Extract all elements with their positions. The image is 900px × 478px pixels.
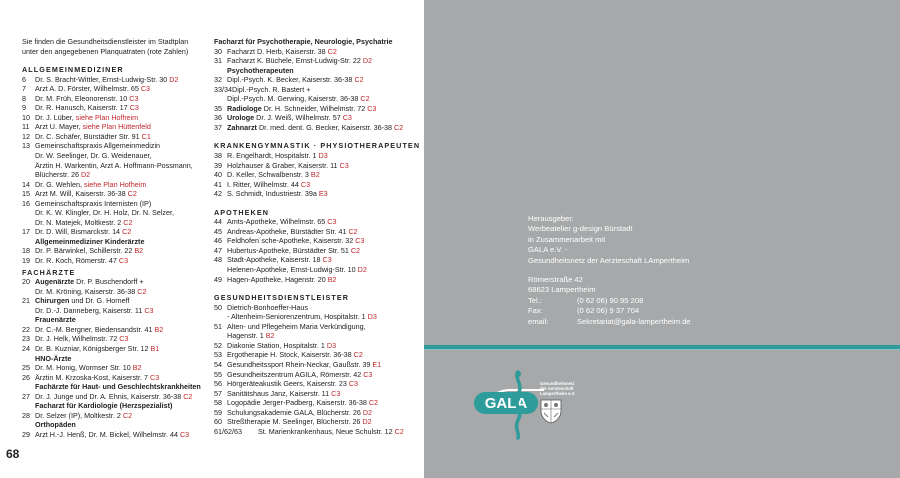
entry-number: 53 <box>214 350 222 360</box>
map-grid-ref: D3 <box>326 340 337 350</box>
publisher-line: GALA e.V. - <box>528 245 568 255</box>
map-grid-ref: siehe Plan Hofheim <box>75 112 139 122</box>
entry-text: S. Schmidt, Industriestr. 39a <box>227 189 317 199</box>
entry-text: Dr. K. W. Klingler, Dr. H. Holz, Dr. N. Selzer, <box>35 208 174 218</box>
entry-text: Hubertus-Apotheke, Bürstädter Str. 51 <box>227 245 349 255</box>
directory-entry <box>214 389 420 399</box>
directory-entry <box>214 303 420 313</box>
entry-text: Amts-Apotheke, Wilhelmstr. 65 <box>227 217 326 227</box>
entry-number: 29 <box>22 429 30 439</box>
directory-entry <box>214 56 420 66</box>
publisher-block <box>528 214 691 266</box>
entry-text: Blücherstr. 26 <box>35 170 79 180</box>
directory-entry <box>214 47 420 57</box>
directory-entry <box>214 417 420 427</box>
map-grid-ref: C3 <box>331 388 341 398</box>
map-grid-ref: C2 <box>137 286 147 296</box>
map-grid-ref: C2 <box>348 226 358 236</box>
directory-entry <box>214 180 420 190</box>
entry-number: 6 <box>22 74 26 84</box>
entry-number: 27 <box>22 391 30 401</box>
entry-text: Dr. J. Helk, Wilhelmstr. 72 <box>35 334 118 344</box>
entry-number: 19 <box>22 256 30 266</box>
directory-entry <box>22 256 212 266</box>
entry-number: 50 <box>214 302 222 312</box>
map-grid-ref: C3 <box>355 236 365 246</box>
entry-continuation <box>22 218 212 228</box>
entry-number: 23 <box>22 334 30 344</box>
directory-entry <box>22 277 212 287</box>
section-heading: FACHÄRZTE <box>22 267 76 277</box>
entry-number: 10 <box>22 112 30 122</box>
map-grid-ref: C3 <box>348 379 359 389</box>
map-grid-ref: C3 <box>129 103 139 113</box>
map-grid-ref: C2 <box>393 122 404 132</box>
entry-category: Zahnarzt <box>227 122 257 132</box>
entry-text: Dr. N. Matejek, Moltkestr. 2 <box>35 217 122 227</box>
entry-number: 12 <box>22 131 30 141</box>
entry-text: Arzt H.-J. Henß, Dr. M. Bickel, Wilhelmstr. 44 <box>35 429 178 439</box>
map-grid-ref: C3 <box>150 372 160 382</box>
directory-column-2 <box>214 37 420 436</box>
entry-number: 48 <box>214 255 222 265</box>
entry-text: Dr. P. Bärwinkel, Schillerstr. 22 <box>35 246 133 256</box>
entry-text: Alten- und Pflegeheim Maria Verkündigung, <box>227 321 366 331</box>
directory-entry <box>214 236 420 246</box>
publisher-line: Gesundheitsnetz der Aerzteschaft LAmpertheim <box>528 255 690 265</box>
entry-text: Dr. M. Früh, Eleonorenstr. 10 <box>35 93 128 103</box>
entry-category: Radiologe <box>227 103 262 113</box>
entry-text: Schulungsakademie GALA, Blücherstr. 26 <box>227 407 361 417</box>
map-grid-ref: C1 <box>141 131 151 141</box>
entry-number: 36 <box>214 113 222 123</box>
entry-category: Augenärzte <box>35 277 75 287</box>
map-grid-ref: C3 <box>342 113 352 123</box>
entry-text: Dr. P. Buschendorff + <box>74 277 144 287</box>
entry-number: 24 <box>22 343 30 353</box>
map-grid-ref: C2 <box>123 217 133 227</box>
map-grid-ref: C3 <box>119 334 129 344</box>
map-grid-ref: E1 <box>372 359 382 369</box>
left-page <box>0 0 424 478</box>
map-grid-ref: C3 <box>140 84 151 94</box>
entry-text: Hagen-Apotheke, Hagenstr. 20 <box>227 274 326 284</box>
entry-number: 21 <box>22 296 30 306</box>
entry-text: Feldhofen´sche-Apotheke, Kaiserstr. 32 <box>227 236 354 246</box>
map-grid-ref: B2 <box>134 246 144 256</box>
entry-continuation <box>214 331 420 341</box>
directory-entry <box>22 122 212 132</box>
entry-number: 41 <box>214 179 222 189</box>
entry-text: Ergotherapie H. Stock, Kaiserstr. 36-38 <box>227 350 352 360</box>
directory-entry <box>214 246 420 256</box>
directory-entry <box>22 344 212 354</box>
entry-continuation <box>22 208 212 218</box>
entry-text: I. Ritter, Wilhelmstr. 44 <box>227 179 299 189</box>
map-grid-ref: C2 <box>360 94 370 104</box>
map-grid-ref: siehe Plan Hüttenfeld <box>82 122 151 132</box>
entry-number: 14 <box>22 179 30 189</box>
subsection-heading: HNO-Ärzte <box>35 353 72 363</box>
directory-entry <box>22 227 212 237</box>
entry-text: Dipl.-Psych. R. Bastert + <box>232 84 311 94</box>
entry-continuation <box>22 170 212 180</box>
map-grid-ref: C2 <box>350 245 361 255</box>
entry-text: Arzt M. Will, Kaiserstr. 36-38 <box>35 189 126 199</box>
entry-text: Ärztin M. Krzoska-Kost, Kaiserstr. 7 <box>35 372 149 382</box>
map-grid-ref: C3 <box>144 305 154 315</box>
map-grid-ref: D2 <box>80 170 91 180</box>
directory-entry <box>214 350 420 360</box>
entry-text: Helenen-Apotheke, Ernst-Ludwig-Str. 10 <box>227 265 356 275</box>
entry-number: 20 <box>22 277 30 287</box>
crest-icon <box>540 398 562 424</box>
entry-number: 37 <box>214 122 222 132</box>
map-grid-ref: D2 <box>362 407 373 417</box>
entry-number: 56 <box>214 379 222 389</box>
entry-number: 13 <box>22 141 30 151</box>
directory-entry <box>22 325 212 335</box>
entry-continuation <box>22 287 212 297</box>
map-grid-ref: C3 <box>367 103 377 113</box>
entry-text: Logopädie Jerger-Padberg, Kaiserstr. 36-38 <box>227 398 367 408</box>
map-grid-ref: C2 <box>127 189 137 199</box>
map-grid-ref: D2 <box>362 417 372 427</box>
directory-entry <box>214 275 420 285</box>
entry-text: Dr. C. Schäfer, Bürstädter Str. 91 <box>35 131 140 141</box>
subsection-heading: Frauenärzte <box>35 315 76 325</box>
entry-number: 7 <box>22 84 26 94</box>
map-grid-ref: B2 <box>310 170 320 180</box>
map-grid-ref: C3 <box>339 160 349 170</box>
entry-text: Dr. J. Junge und Dr. A. Ehnis, Kaiserstr. 36-38 <box>35 391 182 401</box>
contact-value[interactable]: Sekretariat@gala-lampertheim.de <box>577 316 691 326</box>
entry-continuation <box>214 94 420 104</box>
entry-number: 32 <box>214 75 222 85</box>
entry-text: Streßtherapie M. Seelinger, Blücherstr. 26 <box>227 417 361 427</box>
entry-continuation <box>22 306 212 316</box>
entry-number: 61/62/63 <box>214 426 242 436</box>
map-grid-ref: C3 <box>322 255 332 265</box>
intro-line: unter den angegebenen Planquatraten (rote Zahlen) <box>22 46 189 56</box>
street: Römerstraße 42 <box>528 275 583 285</box>
map-grid-ref: C2 <box>122 410 133 420</box>
entry-number: 11 <box>22 122 30 132</box>
directory-entry <box>22 430 212 440</box>
directory-entry <box>214 151 420 161</box>
address-block <box>528 275 691 327</box>
section-heading: KRANKENGYMNASTIK · PHYSIOTHERAPEUTEN <box>214 141 421 151</box>
entry-text: - Altenheim-Seniorenzentrum, Hospitalstr. 1 <box>227 312 366 322</box>
directory-entry <box>214 408 420 418</box>
entry-text: Dr. J. Weiß, Wilhelmstr. 57 <box>254 113 341 123</box>
entry-text: und Dr. G. Horneff <box>69 296 130 306</box>
entry-text: Dipl.-Psych. K. Becker, Kaiserstr. 36-38 <box>227 75 353 85</box>
entry-continuation <box>214 312 420 322</box>
entry-number: 17 <box>22 227 30 237</box>
directory-entry <box>22 75 212 85</box>
map-grid-ref: C2 <box>394 426 404 436</box>
entry-text: Dr. S. Bracht-Wittler, Ernst-Ludwig-Str. 30 <box>35 74 168 84</box>
entry-text: Gesundheitssport Rhein-Neckar, Gaußstr. 39 <box>227 359 371 369</box>
entry-text: R. Engelhardt, Hospitalstr. 1 <box>227 151 317 161</box>
map-grid-ref: C2 <box>122 227 132 237</box>
section-heading: APOTHEKEN <box>214 207 270 217</box>
publisher-line: Werbeatelier g-design Bürstadt <box>528 224 633 234</box>
contact-value: (0 62 06) 90 95 208 <box>577 295 644 305</box>
map-grid-ref: D2 <box>169 74 179 84</box>
entry-number: 38 <box>214 151 222 161</box>
contact-value: (0 62 06) 9 37 704 <box>577 306 640 316</box>
entry-number: 22 <box>22 324 30 334</box>
gala-logo <box>474 370 584 440</box>
subsection-heading: Orthopäden <box>35 420 76 430</box>
directory-entry <box>22 199 212 209</box>
map-grid-ref: D2 <box>357 265 367 275</box>
directory-entry <box>214 370 420 380</box>
map-grid-ref: B2 <box>154 324 164 334</box>
contact-label: Tel.: <box>528 295 542 305</box>
entry-number: 44 <box>214 217 222 227</box>
entry-text: Diakonie Station, Hospitalstr. 1 <box>227 340 325 350</box>
map-grid-ref: E3 <box>318 189 328 199</box>
entry-text: Facharzt D. Herb, Kaiserstr. 38 <box>227 46 326 56</box>
map-grid-ref: D3 <box>367 312 377 322</box>
entry-number: 25 <box>22 363 30 373</box>
contact-email <box>528 317 691 327</box>
entry-text: Sanitätshaus Janz, Kaiserstr. 11 <box>227 388 330 398</box>
entry-number: 15 <box>22 189 30 199</box>
map-grid-ref: B2 <box>327 274 337 284</box>
entry-text: Gemeinschaftspraxis Allgemeinmedizin <box>35 141 161 151</box>
directory-entry <box>214 398 420 408</box>
entry-text: Dr. J. Lüber, <box>35 112 74 122</box>
entry-number: 35 <box>214 103 222 113</box>
directory-entry <box>214 170 420 180</box>
directory-entry <box>22 84 212 94</box>
directory-entry <box>214 427 420 437</box>
directory-entry <box>214 75 420 85</box>
entry-text: Dr. M. Honig, Wormser Str. 10 <box>35 363 131 373</box>
entry-text: Gemeinschaftspraxis Internisten (IP) <box>35 198 152 208</box>
directory-entry <box>22 363 212 373</box>
entry-number: 30 <box>214 46 222 56</box>
entry-text: Dr. W. Seelinger, Dr. G. Weidenauer, <box>35 151 152 161</box>
entry-number: 52 <box>214 340 222 350</box>
entry-number: 16 <box>22 198 30 208</box>
entry-text: Arzt A. D. Förster, Wilhelmstr. 65 <box>35 84 139 94</box>
entry-text: Dr. R. Koch, Römerstr. 47 <box>35 256 117 266</box>
directory-entry <box>22 132 212 142</box>
map-grid-ref: D3 <box>318 151 328 161</box>
directory-entry <box>22 189 212 199</box>
contact-tel <box>528 296 691 306</box>
entry-text: Dipl.-Psych. M. Gerwing, Kaiserstr. 36-38 <box>227 94 359 104</box>
entry-text: Dr. C.-M. Bergner, Biedensandstr. 41 <box>35 324 153 334</box>
teal-divider-light <box>424 349 900 350</box>
map-grid-ref: C3 <box>129 93 139 103</box>
entry-number: 26 <box>22 372 30 382</box>
contact-label: email: <box>528 316 549 326</box>
entry-continuation <box>22 151 212 161</box>
directory-entry <box>214 379 420 389</box>
entry-text: Dr. M. Kröning, Kaiserstr. 36-38 <box>35 286 136 296</box>
directory-entry <box>214 360 420 370</box>
directory-entry <box>22 411 212 421</box>
publisher-line: in Zusammenarbeit mit <box>528 234 606 244</box>
contact-fax <box>528 306 691 316</box>
intro-text <box>22 37 212 56</box>
entry-text: Dietrich-Bonhoeffer-Haus <box>227 302 308 312</box>
entry-number: 9 <box>22 103 26 113</box>
entry-number: 55 <box>214 369 222 379</box>
directory-entry <box>214 161 420 171</box>
directory-entry <box>214 255 420 265</box>
directory-entry <box>214 217 420 227</box>
directory-entry <box>214 104 420 114</box>
logo-word: GALA <box>484 395 528 412</box>
subsection-heading: Facharzt für Psychotherapie, Neurologie, Psychatrie <box>214 37 393 46</box>
section-heading: GESUNDHEITSDIENSTLEISTER <box>214 293 350 303</box>
entry-category: Urologe <box>227 113 255 123</box>
map-grid-ref: C2 <box>183 391 193 401</box>
entry-text: Facharzt K. Büchele, Ernst-Ludwig-Str. 22 <box>227 56 361 66</box>
entry-text: Arzt U. Mayer, <box>35 122 81 132</box>
entry-text: Dr. R. Hanusch, Kaiserstr. 17 <box>35 103 128 113</box>
entry-text: Gesundheitszentrum AGILA, Römerstr. 42 <box>227 369 362 379</box>
directory-column-1 <box>22 37 212 439</box>
map-grid-ref: B2 <box>265 331 275 341</box>
directory-entry <box>22 113 212 123</box>
entry-continuation <box>22 161 212 171</box>
entry-number: 33/34 <box>214 84 232 94</box>
entry-number: 42 <box>214 189 222 199</box>
logo-tagline-3: Lampertheim e.V. <box>540 391 576 396</box>
directory-entry <box>22 373 212 383</box>
entry-text: Dr. H. Schneider, Wilhelmstr. 72 <box>261 103 366 113</box>
entry-number: 8 <box>22 93 26 103</box>
subsection-heading: Allgemeinmediziner Kinderärzte <box>35 236 145 246</box>
entry-number: 47 <box>214 245 222 255</box>
entry-number: 45 <box>214 226 222 236</box>
entry-text: Hagenstr. 1 <box>227 331 264 341</box>
directory-entry <box>214 113 420 123</box>
imprint <box>528 214 691 327</box>
entry-text: Hörgeräteakustik Geers, Kaiserstr. 23 <box>227 379 347 389</box>
entry-text: Dr. med. dent. G. Becker, Kaiserstr. 36-38 <box>256 122 392 132</box>
entry-text: Andreas-Apotheke, Bürstädter Str. 41 <box>227 226 347 236</box>
city: 68623 Lampertheim <box>528 285 596 295</box>
subsection-heading: Fachärzte für Haut- und Geschlechtskrankheiten <box>35 382 201 392</box>
entry-text: Dr. D. Will, Bismarckstr. 14 <box>35 227 121 237</box>
directory-entry <box>22 94 212 104</box>
directory-entry <box>214 85 420 95</box>
intro-line: Sie finden die Gesundheitsdienstleister im Stadtplan <box>22 37 189 46</box>
directory-entry <box>214 341 420 351</box>
directory-entry <box>22 141 212 151</box>
map-grid-ref: B1 <box>150 343 160 353</box>
entry-number: 51 <box>214 321 222 331</box>
map-grid-ref: C2 <box>327 46 337 56</box>
entry-number: 59 <box>214 407 222 417</box>
entry-text: St. Marienkrankenhaus, Neue Schulstr. 12 <box>258 426 393 436</box>
entry-number: 18 <box>22 246 30 256</box>
map-grid-ref: B2 <box>132 363 142 373</box>
entry-text: Dr. Selzer (IP), Moltkestr. 2 <box>35 410 121 420</box>
directory-entry <box>22 392 212 402</box>
subsection-heading: Facharzt für Kardiologie (Herzspezialist) <box>35 401 173 411</box>
directory-entry <box>22 246 212 256</box>
entry-number: 58 <box>214 398 222 408</box>
map-grid-ref: C3 <box>118 256 129 266</box>
entry-number: 57 <box>214 388 222 398</box>
directory-entry <box>214 123 420 133</box>
map-grid-ref: siehe Plan Hofheim <box>84 179 147 189</box>
entry-text: Ärztin H. Warkentin, Arzt A. Hoffmann-Possmann, <box>35 160 193 170</box>
directory-entry <box>22 296 212 306</box>
entry-number: 39 <box>214 160 222 170</box>
map-grid-ref: C3 <box>327 217 337 227</box>
staff-head-icon <box>515 371 521 377</box>
entry-number: 54 <box>214 359 222 369</box>
page-number: 68 <box>6 447 20 461</box>
entry-text: Holzhauser & Graber, Kaiserstr. 11 <box>227 160 338 170</box>
entry-continuation <box>214 265 420 275</box>
directory-entry <box>22 103 212 113</box>
entry-number: 28 <box>22 410 30 420</box>
subsection-heading: Psychotherapeuten <box>227 65 294 75</box>
directory-entry <box>22 180 212 190</box>
map-grid-ref: C2 <box>354 75 364 85</box>
entry-text: Dr. G. Wehlen, <box>35 179 83 189</box>
entry-text: Stadt-Apotheke, Kaiserstr. 18 <box>227 255 321 265</box>
entry-text: D. Keller, Schwalbenstr. 3 <box>227 170 309 180</box>
map-grid-ref: C2 <box>368 398 379 408</box>
logo-tagline-2: der Aerzteschaft <box>540 386 574 391</box>
directory-list <box>214 37 420 436</box>
logo-tagline-1: Gesundheitsnetz <box>540 381 575 386</box>
entry-number: 60 <box>214 417 222 427</box>
entry-number: 31 <box>214 56 222 66</box>
entry-text: Dr. B. Kuzniar, Königsberger Str. 12 <box>35 343 149 353</box>
publisher-label: Herausgeber: <box>528 214 575 223</box>
directory-list <box>22 65 212 439</box>
section-heading: ALLGEMEINMEDIZINER <box>22 65 124 75</box>
map-grid-ref: C2 <box>353 350 363 360</box>
directory-entry <box>214 189 420 199</box>
directory-entry <box>22 334 212 344</box>
contact-label: Fax: <box>528 306 543 316</box>
map-grid-ref: C3 <box>300 179 311 189</box>
entry-category: Chirurgen <box>35 296 70 306</box>
entry-number: 49 <box>214 274 222 284</box>
entry-text: Dr. D.-J. Danneberg, Kaiserstr. 11 <box>35 305 143 315</box>
entry-number: 46 <box>214 236 222 246</box>
map-grid-ref: D2 <box>362 56 373 66</box>
map-grid-ref: C3 <box>179 429 190 439</box>
directory-entry <box>214 322 420 332</box>
directory-entry <box>214 227 420 237</box>
entry-number: 40 <box>214 170 222 180</box>
map-grid-ref: C3 <box>363 369 373 379</box>
